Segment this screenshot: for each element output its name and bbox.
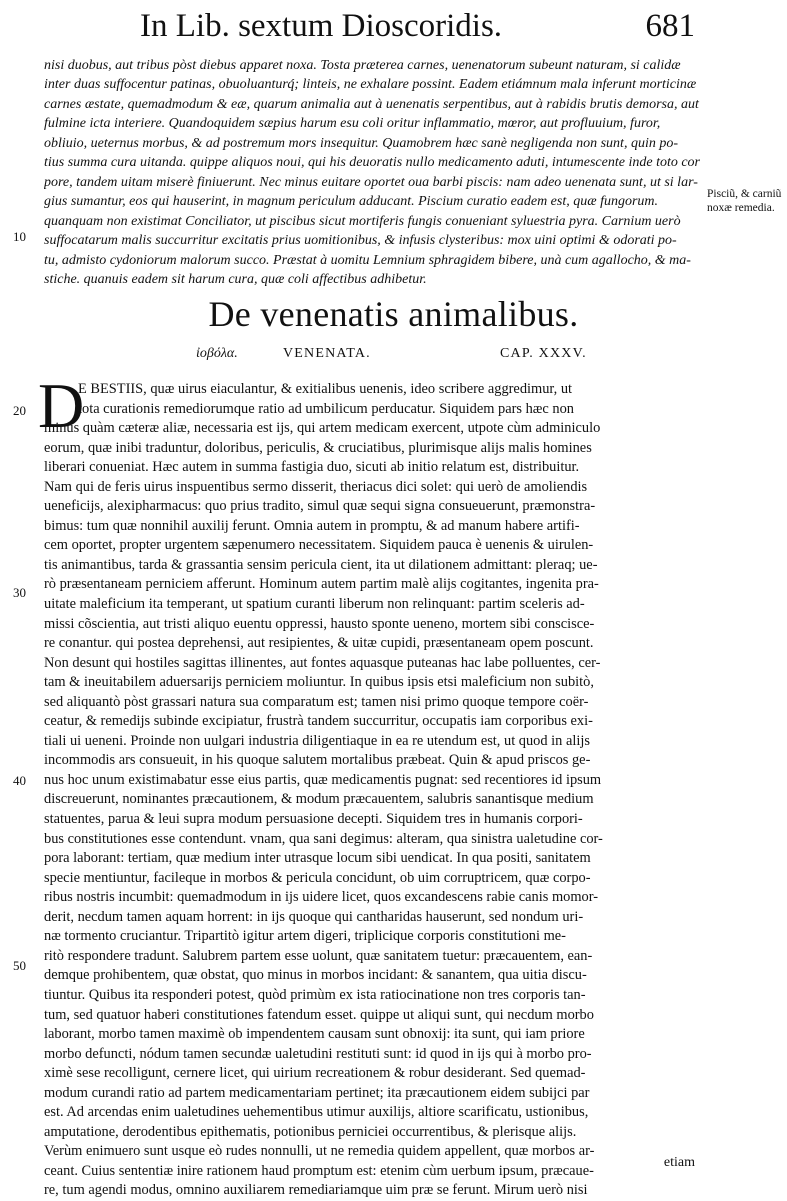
commentary-line: gius sumantur, eos qui hauserint, in magnum periculum adducant. Piscium curatio eadem est, quæ fungorum.: [44, 194, 659, 210]
body-line: pora laborant: tertiam, quæ medium inter utrasque locum sibi uendicat. In qua positi, sanitatem: [44, 850, 591, 867]
commentary-line: quanquam non existimat Conciliator, ut piscibus sicut mortiferis fungis conueniant syluestria pyra. Carnium uerò: [44, 213, 681, 229]
body-line: bus constitutiones esse contendunt. vnam, qua sani degimus: alteram, qua sinistra ualetudine cor-: [44, 830, 603, 847]
body-line: nus hoc unum existimabatur esse eius partis, quæ medicamentis pugnat: sed recentiores id ipsum: [44, 771, 602, 788]
body-line: cem oportet, propter urgentem sæpenumero necessitatem. Siquidem pauca è uenenis & uirulen-: [44, 537, 594, 554]
body-line: Non desunt qui hostiles sagittas illinentes, aut fontes aquasque puteanas hac labe polluentes, cer-: [44, 654, 601, 671]
catch-word: etiam: [663, 1155, 695, 1170]
commentary-line: fulmine icta interiere. Quandoquidem sæpius harum esu coli oritur inflammatio, mœror, aut profluuium, furor,: [44, 116, 661, 132]
line-number: 30: [13, 585, 26, 600]
body-line: ceatur, & remedijs subinde excipiatur, frustrà tandem succurritur, occupatis iam corporibus exi-: [44, 713, 593, 730]
page-number: 681: [645, 8, 695, 44]
chapter-latin-title: VENENATA.: [283, 346, 371, 361]
body-line: missi cõscientia, aut tristi aliquo euentu oppressi, hausto sponte ueneno, mortem sibi conscisce-: [44, 615, 595, 632]
commentary-line: nisi duobus, aut tribus pòst diebus apparet noxa. Tosta præterea carnes, uenenatorum subeunt naturam, si calidæ: [44, 58, 681, 73]
body-text: [44, 380, 701, 1201]
commentary-line: tu, admisto cydoniorum malorum succo. Præstat à uomitu Lemnium sphragidem bibere, unà cum agallocho, & ma-: [44, 252, 691, 268]
body-line: tum, sed quatuor haberi constitutiones fatendum esset. quippe ut aliqui sunt, qui necdum morbo: [44, 1006, 594, 1023]
line-number: 20: [13, 403, 26, 418]
commentary-line: tius summa cura uitanda. quippe aliquos noui, qui his deuoratis nullo medicamento aduti, intumescente inde toto cor: [44, 155, 700, 171]
commentary-line: obliuio, ueternus morbus, & ad postremum mors insequitur. Quamobrem hæc sanè negligenda non sunt, quin po-: [44, 135, 678, 151]
body-line: ritò respondere tradunt. Salubrem partem esse uolunt, quæ sanitatem tuetur: præcauentem, ean-: [44, 947, 593, 964]
commentary-line: suffocatarum malis succurritur excitatis prius uomitionibus, & infusis clysteribus: mox uini optimi & odorati po-: [44, 233, 677, 249]
chapter-number: CAP. XXXV.: [500, 346, 587, 361]
commentary-line: inter duas suffocentur patinas, obuoluanturq́; linteis, ne exhalare possint. Eadem etiámnum mala inferunt morticinæ: [44, 77, 697, 93]
body-line: modum curandi ratio ad partem medicamentariam pertinet; ita præcautionem eidem subijci par: [44, 1084, 590, 1101]
body-line: amputatione, derodentibus epithematis, potionibus perniciei occurrentibus, & plerisque alijs.: [44, 1123, 577, 1140]
body-line: demque prohibentem, quæ obstat, quo minus in morbos incidant: & sanantem, qua uitia discu-: [44, 967, 587, 984]
body-line: re conantur. qui postea deprehensi, aut resipientes, & uitæ cupidi, præsentaneam opem poscunt.: [44, 635, 594, 652]
body-line: ceant. Cuius sententiæ inire rationem haud promptum est: etenim cùm uerbum ipsum, præcaue-: [44, 1162, 594, 1179]
commentary-line: pore, tandem uitam miserè finiuerunt. Nec minus euitare oportet oua barbi piscis: nam adeo uenenata sunt, ut si lar-: [44, 174, 698, 190]
drop-cap: D: [38, 370, 85, 441]
body-line: ribus nostris incumbit: quemadmodum in ijs uidere licet, quos excandescens rabie canis momor-: [44, 889, 599, 906]
commentary-line: stiche. quanuis eadem sit harum cura, quæ coli affectibus adhibetur.: [44, 271, 427, 287]
body-line: est. Ad arcendas enim ualetudines uehementibus utimur auxilijs, altiore scarificatu, ustionibus,: [44, 1104, 589, 1121]
commentary-line: carnes æstate, quemadmodum & eæ, quarum animalia aut à uenenatis serpentibus, aut à rabidis brutis demorsa, aut: [44, 96, 699, 112]
line-number: 50: [13, 958, 26, 973]
body-line: morbo defuncti, nódum tamen secundæ ualetudini restituti sunt: id quod in ijs qui à morbo pro-: [44, 1045, 592, 1062]
line-number: 10: [13, 229, 26, 244]
body-line: Verùm enimuero sunt usque eò rudes nonnulli, ut ne remedia quidem appellent, quæ morbos ar-: [44, 1143, 595, 1160]
body-line: derit, necdum tamen aquam horrent: in ijs quoque qui cantharidas hauserunt, sed nondum uri-: [44, 908, 584, 925]
body-line: næ tormento cruciantur. Tripartitò igitur artem digeri, triplicique corporis constitutioni me-: [44, 928, 566, 945]
margin-note: Pisciũ, & carniũ noxæ remedia.: [707, 188, 782, 214]
body-line: E BESTIIS, quæ uirus eiaculantur, & exitialibus uenenis, ideo scribere aggredimur, ut: [78, 381, 573, 397]
line-number: 40: [13, 773, 26, 788]
body-line: tis animantibus, tarda & grassantia sensim pericula cient, ita ut dilationem admittant: pleraq; ue-: [44, 556, 598, 573]
body-line: statuentes, parua & leui supra modum persuasione decepti. Siquidem tres in humanis corpori-: [44, 811, 583, 828]
body-line: uitate maleficium ita temperant, ut spatium curanti liberum non relinquant: partim sceleris ad-: [44, 596, 585, 613]
body-line: bimus: tum quæ nonnihil auxilij ferunt. Omnia autem in promptu, & ad manum habere artifi-: [44, 517, 580, 534]
body-line: rò præsentaneam perniciem afferunt. Hominum autem partim malè alijs cogitantes, ingenita pra-: [44, 576, 599, 593]
body-line: specie mentiuntur, facileque in morbos & pericula concidunt, ob uim corruptricem, quæ corpo-: [44, 869, 591, 886]
body-line: re, tum agendi modus, omnino auxiliarem remediariamque uim præ se ferunt. Mirum uerò nisi: [44, 1182, 588, 1199]
chapter-greek-title: ἰοβόλα.: [196, 346, 238, 361]
body-line: laborant, morbo tamen maximè ob impendentem causam sunt obnoxij: ita sunt, qui iam priore: [44, 1026, 585, 1043]
body-line: ximè sese recolligunt, cernere licet, qui uirium recreationem & robur desiderant. Sed quemad-: [44, 1065, 586, 1082]
body-line: tota curationis remediorumque ratio ad umbilicum perducatur. Siquidem pars hæc non: [78, 400, 574, 417]
body-line: tam & ineuitabilem aduersarijs perniciem moliuntur. In quibus ipsis etsi maleficium non subitò,: [44, 674, 594, 691]
section-title: De venenatis animalibus.: [208, 294, 579, 334]
body-line: sed aliquantò pòst grassari natura sua comparatum est; tamen nisi primo quoque tempore coër-: [44, 693, 589, 710]
body-line: tiuntur. Quibus ita responderi potest, quòd primùm ex ista ratiocinatione non tres corporis tan-: [44, 986, 586, 1003]
body-line: ueneficijs, alexipharmacus: quo prius tradito, simul quæ sequi signa consueuerunt, præmonstra-: [44, 498, 596, 515]
body-line: Nam qui de feris uirus inspuentibus sermo disserit, theriacus dici solet: qui uerò de amoliendis: [44, 478, 588, 495]
body-line: minus quàm cæteræ aliæ, necessaria est ijs, qui artem medicam exercent, utpote cùm adminiculo: [44, 420, 601, 437]
body-line: incommodis ars consueuit, in his quoque salutem mortalibus præbeat. Quin & apud priscos ge-: [44, 752, 591, 769]
body-line: tiali ui ueneni. Proinde non uulgari industria diligentiaque in ea re utendum est, ut quod in alijs: [44, 732, 590, 749]
body-line: liberari conueniat. Hæc autem in summa fastigia duo, sicuti ab initio relatum est, distribuitur.: [44, 459, 580, 476]
body-line: eorum, quæ inibi traduntur, doloribus, periculis, & cruciatibus, plurimisque alijs malis homines: [44, 439, 592, 456]
commentary-block: [44, 56, 700, 289]
body-line: discreuerunt, nominantes præcautionem, & modum præcauentem, salubris sanantisque medium: [44, 791, 594, 808]
running-head: In Lib. sextum Dioscoridis.: [140, 8, 503, 44]
